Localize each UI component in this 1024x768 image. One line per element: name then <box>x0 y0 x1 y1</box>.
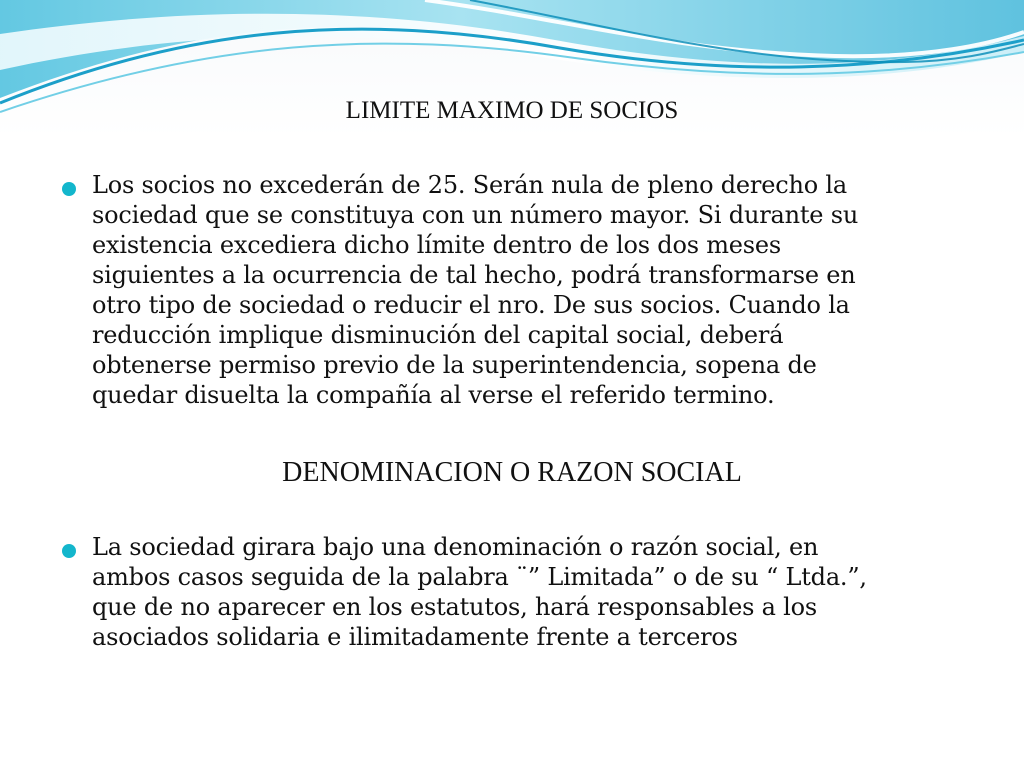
bullet-line: Los socios no excederán de 25. Serán nula de pleno derecho la <box>92 171 847 199</box>
bullet-line: La sociedad girara bajo una denominación o razón social, en <box>92 533 819 561</box>
bullet-line: sociedad que se constituya con un número mayor. Si durante su <box>92 201 859 229</box>
bullet-razon-social <box>62 532 937 652</box>
bullet-line: ambos casos seguida de la palabra ¨” Limitada” o de su “ Ltda.”, <box>92 563 867 591</box>
bullet-text <box>62 170 937 410</box>
bullet-line: asociados solidaria e ilimitadamente frente a terceros <box>92 623 738 651</box>
bullet-line: quedar disuelta la compañía al verse el referido termino. <box>92 381 775 409</box>
bullet-line: siguientes a la ocurrencia de tal hecho, podrá transformarse en <box>92 261 856 289</box>
section-title-limite: LIMITE MAXIMO DE SOCIOS <box>345 97 679 124</box>
bullet-line: que de no aparecer en los estatutos, hará responsables a los <box>92 593 818 621</box>
bullet-line: reducción implique disminución del capital social, deberá <box>92 321 784 349</box>
bullet-limite-socios <box>62 170 937 410</box>
bullet-dot <box>62 182 76 196</box>
bullet-line: otro tipo de sociedad o reducir el nro. De sus socios. Cuando la <box>92 291 850 319</box>
bullet-line: existencia excediera dicho límite dentro de los dos meses <box>92 231 782 259</box>
section-title-denominacion: DENOMINACION O RAZON SOCIAL <box>282 457 742 488</box>
bullet-text <box>62 532 937 652</box>
bullet-line: obtenerse permiso previo de la superintendencia, sopena de <box>92 351 817 379</box>
bullet-dot <box>62 544 76 558</box>
